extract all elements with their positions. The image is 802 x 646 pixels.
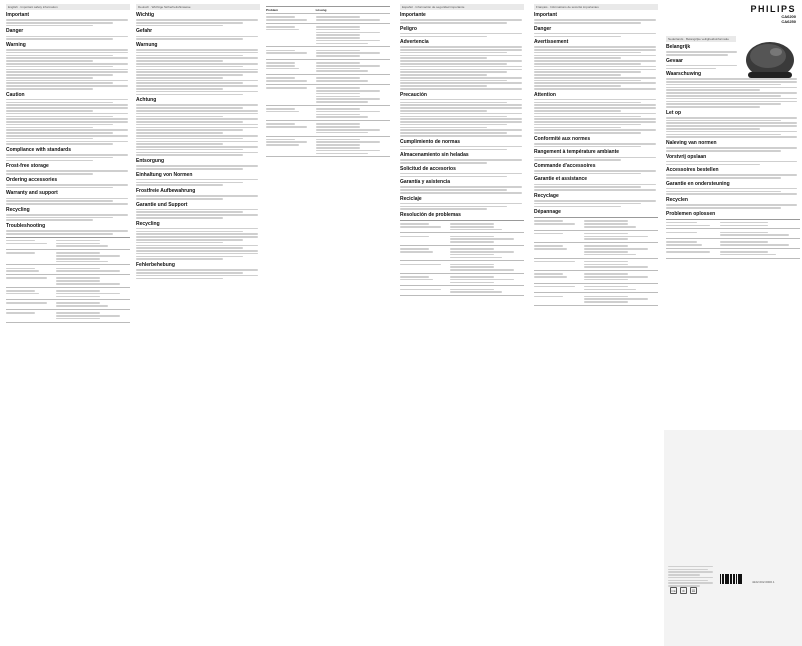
heading: Garantie und Support (136, 201, 188, 208)
heading: Wichtig (136, 12, 155, 18)
heading: Compliance with standards (6, 146, 72, 153)
heading: Important (534, 12, 558, 18)
heading: Reciclaje (400, 195, 422, 202)
heading: Waarschuwing (666, 71, 702, 78)
heading: Recycling (6, 206, 30, 213)
heading: Commande d'accessoires (534, 162, 596, 169)
model-number: CA6250 (781, 19, 796, 24)
heading: Belangrijk (666, 44, 691, 50)
heading: Let op (666, 109, 681, 116)
heading: Advertencia (400, 39, 429, 46)
back-text (668, 565, 714, 588)
heading: Recyclage (534, 192, 559, 199)
heading: Warranty and support (6, 190, 58, 197)
heading: Attention (534, 91, 556, 98)
troubleshooting-table (666, 219, 800, 259)
heading: Danger (534, 25, 552, 32)
ce-mark-icon: CE (671, 588, 676, 593)
heading: Resolución de problemas (400, 211, 461, 218)
document-code: 4222.002.0000.1 (752, 580, 775, 584)
column-header: Deutsch · Wichtige Sicherheitshinweise (136, 4, 260, 10)
model-number: CA6200 (781, 14, 796, 19)
column-english (4, 4, 132, 644)
heading: Importante (400, 12, 426, 18)
weee-bin-icon: ⌧ (691, 588, 696, 593)
heading: Cumplimiento de normas (400, 138, 461, 145)
heading: Peligro (400, 25, 417, 32)
barcode-icon (720, 574, 750, 584)
compliance-marks (670, 587, 697, 594)
table-header-solution: Lösung (315, 8, 327, 12)
heading: Recycling (136, 220, 160, 227)
heading: Gefahr (136, 28, 153, 35)
heading: Frost-free storage (6, 163, 49, 170)
heading: Frostfreie Aufbewahrung (136, 187, 196, 194)
column-header: Nederlands · Belangrijke veiligheidsinformatie (666, 36, 736, 42)
heading: Warnung (136, 41, 158, 48)
heading: Problemen oplossen (666, 210, 716, 217)
heading: Important (6, 12, 30, 18)
column-header: Español · Información de seguridad importante (400, 4, 524, 10)
heading: Warning (6, 41, 26, 48)
problem-solution-table (266, 6, 390, 157)
column-german (134, 4, 262, 644)
heading: Troubleshooting (6, 223, 46, 230)
heading: Achtung (136, 97, 157, 104)
heading: Naleving van normen (666, 139, 717, 146)
heading: Precaución (400, 91, 427, 98)
troubleshooting-table (534, 217, 658, 306)
column-spanish (398, 4, 526, 644)
heading: Gevaar (666, 57, 683, 64)
back-cover (664, 430, 802, 646)
troubleshooting-table (6, 237, 130, 323)
heading: Caution (6, 91, 25, 98)
column-french (532, 4, 660, 644)
column-header: Français · Informations de sécurité importantes (534, 4, 658, 10)
recycle-icon: ♻ (680, 587, 687, 594)
heading: Garantía y asistencia (400, 179, 451, 186)
heading: Vorstvrij opslaan (666, 153, 707, 160)
product-photo (738, 34, 798, 84)
heading: Einhaltung von Normen (136, 171, 193, 178)
column-table (264, 4, 392, 644)
brand-logo: PHILIPS (750, 4, 796, 14)
troubleshooting-table (400, 220, 524, 296)
heading: Garantie en ondersteuning (666, 180, 730, 187)
heading: Avertissement (534, 39, 569, 46)
table-header-problem: Problem (266, 8, 279, 12)
heading: Danger (6, 28, 24, 35)
heading: Garantie et assistance (534, 176, 588, 183)
heading: Entsorgung (136, 158, 165, 165)
heading: Almacenamiento sin heladas (400, 152, 469, 159)
heading: Accessoires bestellen (666, 167, 719, 174)
heading: Dépannage (534, 209, 561, 216)
column-header: English · Important safety information (6, 4, 130, 10)
heading: Recyclen (666, 197, 688, 203)
heading: Ordering accessories (6, 176, 58, 183)
heading: Solicitud de accesorios (400, 165, 456, 172)
heading: Rangement à température ambiante (534, 149, 620, 156)
heading: Conformité aux normes (534, 135, 591, 142)
heading: Fehlerbehebung (136, 262, 175, 268)
